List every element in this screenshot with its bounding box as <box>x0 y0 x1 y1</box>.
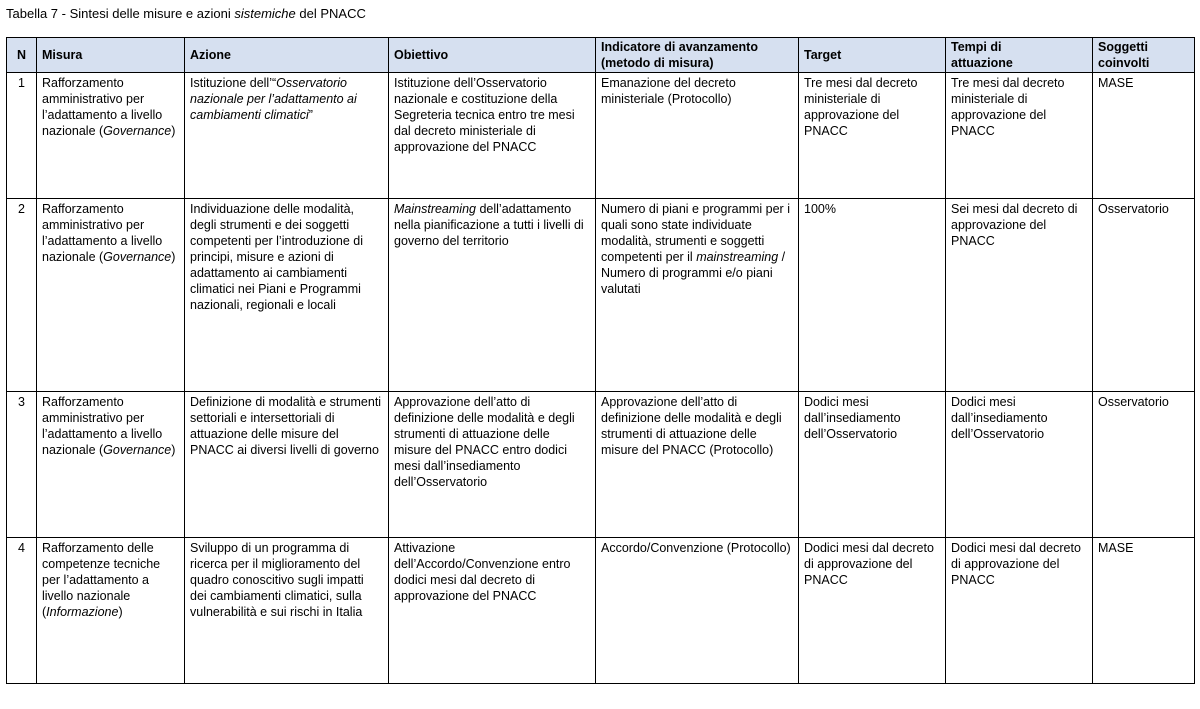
header-indicatore-line2: (metodo di misura) <box>601 56 714 70</box>
table-row <box>7 538 1195 684</box>
misura-text-end: ) <box>171 250 176 264</box>
cell-azione <box>185 538 389 684</box>
misura-italic: Governance <box>103 124 172 138</box>
cell-soggetti: Osservatorio <box>1093 392 1195 538</box>
cell-obiettivo <box>389 392 596 538</box>
header-soggetti-line1: Soggetti <box>1098 40 1148 54</box>
misura-text: Rafforzamento delle competenze tecniche per l’adattamento a livello nazionale ( <box>42 541 161 619</box>
header-tempi <box>946 38 1093 73</box>
cell-indicatore <box>596 73 799 199</box>
caption-italic: sistemiche <box>234 6 296 21</box>
cell-n: 3 <box>7 392 37 538</box>
header-soggetti-line2: coinvolti <box>1098 56 1150 70</box>
cell-indicatore <box>596 199 799 392</box>
cell-tempi: Dodici mesi dall’insediamento dell’Osservatorio <box>946 392 1093 538</box>
obiettivo-italic: Mainstreaming <box>394 202 476 216</box>
misura-italic: Governance <box>103 443 172 457</box>
table-row <box>7 392 1195 538</box>
azione-italic: Osservatorio nazionale per l’adattamento ai cambiamenti climatici <box>190 76 357 122</box>
indicatore-text-end: / Numero di programmi e/o piani valutati <box>601 250 786 296</box>
azione-text: Definizione di modalità e strumenti settoriali e intersettoriali di attuazione delle misure del PNACC ai diversi livelli di governo <box>190 395 382 457</box>
cell-misura <box>37 73 185 199</box>
azione-text: Individuazione delle modalità, degli strumenti e dei soggetti competenti per l’introduzione di principi, misure e azioni di adattamento ai cambiamenti climatici nei Piani e Programmi nazionali, regionali e locali <box>190 202 364 312</box>
obiettivo-text: dell’adattamento nella pianificazione a tutti i livelli di governo del territorio <box>394 202 584 248</box>
header-tempi-line1: Tempi di <box>951 40 1002 54</box>
cell-target: Dodici mesi dal decreto di approvazione del PNACC <box>799 538 946 684</box>
cell-target: 100% <box>799 199 946 392</box>
cell-indicatore <box>596 392 799 538</box>
misura-italic: Governance <box>103 250 172 264</box>
header-indicatore-line1: Indicatore di avanzamento <box>601 40 758 54</box>
caption-suffix: del PNACC <box>295 6 366 21</box>
misura-text-end: ) <box>171 124 176 138</box>
cell-soggetti: MASE <box>1093 73 1195 199</box>
header-obiettivo: Obiettivo <box>389 38 596 73</box>
caption-prefix: Tabella 7 - Sintesi delle misure e azioni <box>6 6 235 21</box>
table-caption <box>6 6 366 22</box>
cell-n: 4 <box>7 538 37 684</box>
header-soggetti <box>1093 38 1195 73</box>
cell-misura <box>37 199 185 392</box>
header-tempi-line2: attuazione <box>951 56 1013 70</box>
obiettivo-text: Istituzione dell’Osservatorio nazionale e costituzione della Segreteria tecnica entro tre mesi dal decreto ministeriale di approvazione del PNACC <box>394 76 575 154</box>
header-azione: Azione <box>185 38 389 73</box>
cell-soggetti: MASE <box>1093 538 1195 684</box>
cell-obiettivo <box>389 538 596 684</box>
cell-n: 2 <box>7 199 37 392</box>
misura-text: Rafforzamento amministrativo per l’adattamento a livello nazionale ( <box>42 395 163 457</box>
cell-misura <box>37 538 185 684</box>
cell-tempi: Dodici mesi dal decreto di approvazione del PNACC <box>946 538 1093 684</box>
misura-text: Rafforzamento amministrativo per l’adattamento a livello nazionale ( <box>42 202 163 264</box>
indicatore-text: Emanazione del decreto ministeriale (Protocollo) <box>601 76 736 106</box>
cell-target: Tre mesi dal decreto ministeriale di approvazione del PNACC <box>799 73 946 199</box>
cell-tempi: Tre mesi dal decreto ministeriale di approvazione del PNACC <box>946 73 1093 199</box>
cell-tempi: Sei mesi dal decreto di approvazione del PNACC <box>946 199 1093 392</box>
cell-obiettivo <box>389 199 596 392</box>
cell-azione <box>185 199 389 392</box>
cell-soggetti: Osservatorio <box>1093 199 1195 392</box>
cell-indicatore <box>596 538 799 684</box>
misura-text: Rafforzamento amministrativo per l’adattamento a livello nazionale ( <box>42 76 163 138</box>
azione-text: Sviluppo di un programma di ricerca per il miglioramento del quadro conoscitivo sugli impatti dei cambiamenti climatici, sulla vulnerabilità e sui rischi in Italia <box>190 541 364 619</box>
obiettivo-text: Attivazione dell’Accordo/Convenzione entro dodici mesi dal decreto di approvazione del PNACC <box>394 541 571 603</box>
table-row <box>7 73 1195 199</box>
header-target: Target <box>799 38 946 73</box>
misura-text-end: ) <box>118 605 123 619</box>
indicatore-text: Accordo/Convenzione (Protocollo) <box>601 541 791 555</box>
header-misura: Misura <box>37 38 185 73</box>
header-n: N <box>7 38 37 73</box>
indicatore-italic: mainstreaming <box>696 250 779 264</box>
table-row <box>7 199 1195 392</box>
measures-table <box>6 37 1195 684</box>
misura-italic: Informazione <box>46 605 119 619</box>
indicatore-text: Approvazione dell’atto di definizione delle modalità e degli strumenti di attuazione delle misure del PNACC (Protocollo) <box>601 395 782 457</box>
cell-target: Dodici mesi dall’insediamento dell’Osservatorio <box>799 392 946 538</box>
cell-obiettivo <box>389 73 596 199</box>
indicatore-text: Numero di piani e programmi per i quali sono state individuate modalità, strumenti e soggetti competenti per il <box>601 202 790 264</box>
obiettivo-text: Approvazione dell’atto di definizione delle modalità e degli strumenti di attuazione delle misure del PNACC entro dodici mesi dall’insediamento dell’Osservatorio <box>394 395 575 489</box>
cell-azione <box>185 392 389 538</box>
cell-n: 1 <box>7 73 37 199</box>
table-header-row <box>7 38 1195 73</box>
cell-misura <box>37 392 185 538</box>
misura-text-end: ) <box>171 443 176 457</box>
header-indicatore <box>596 38 799 73</box>
cell-azione <box>185 73 389 199</box>
azione-text: Istituzione dell’“ <box>190 76 277 90</box>
azione-text-end: ” <box>308 108 313 122</box>
